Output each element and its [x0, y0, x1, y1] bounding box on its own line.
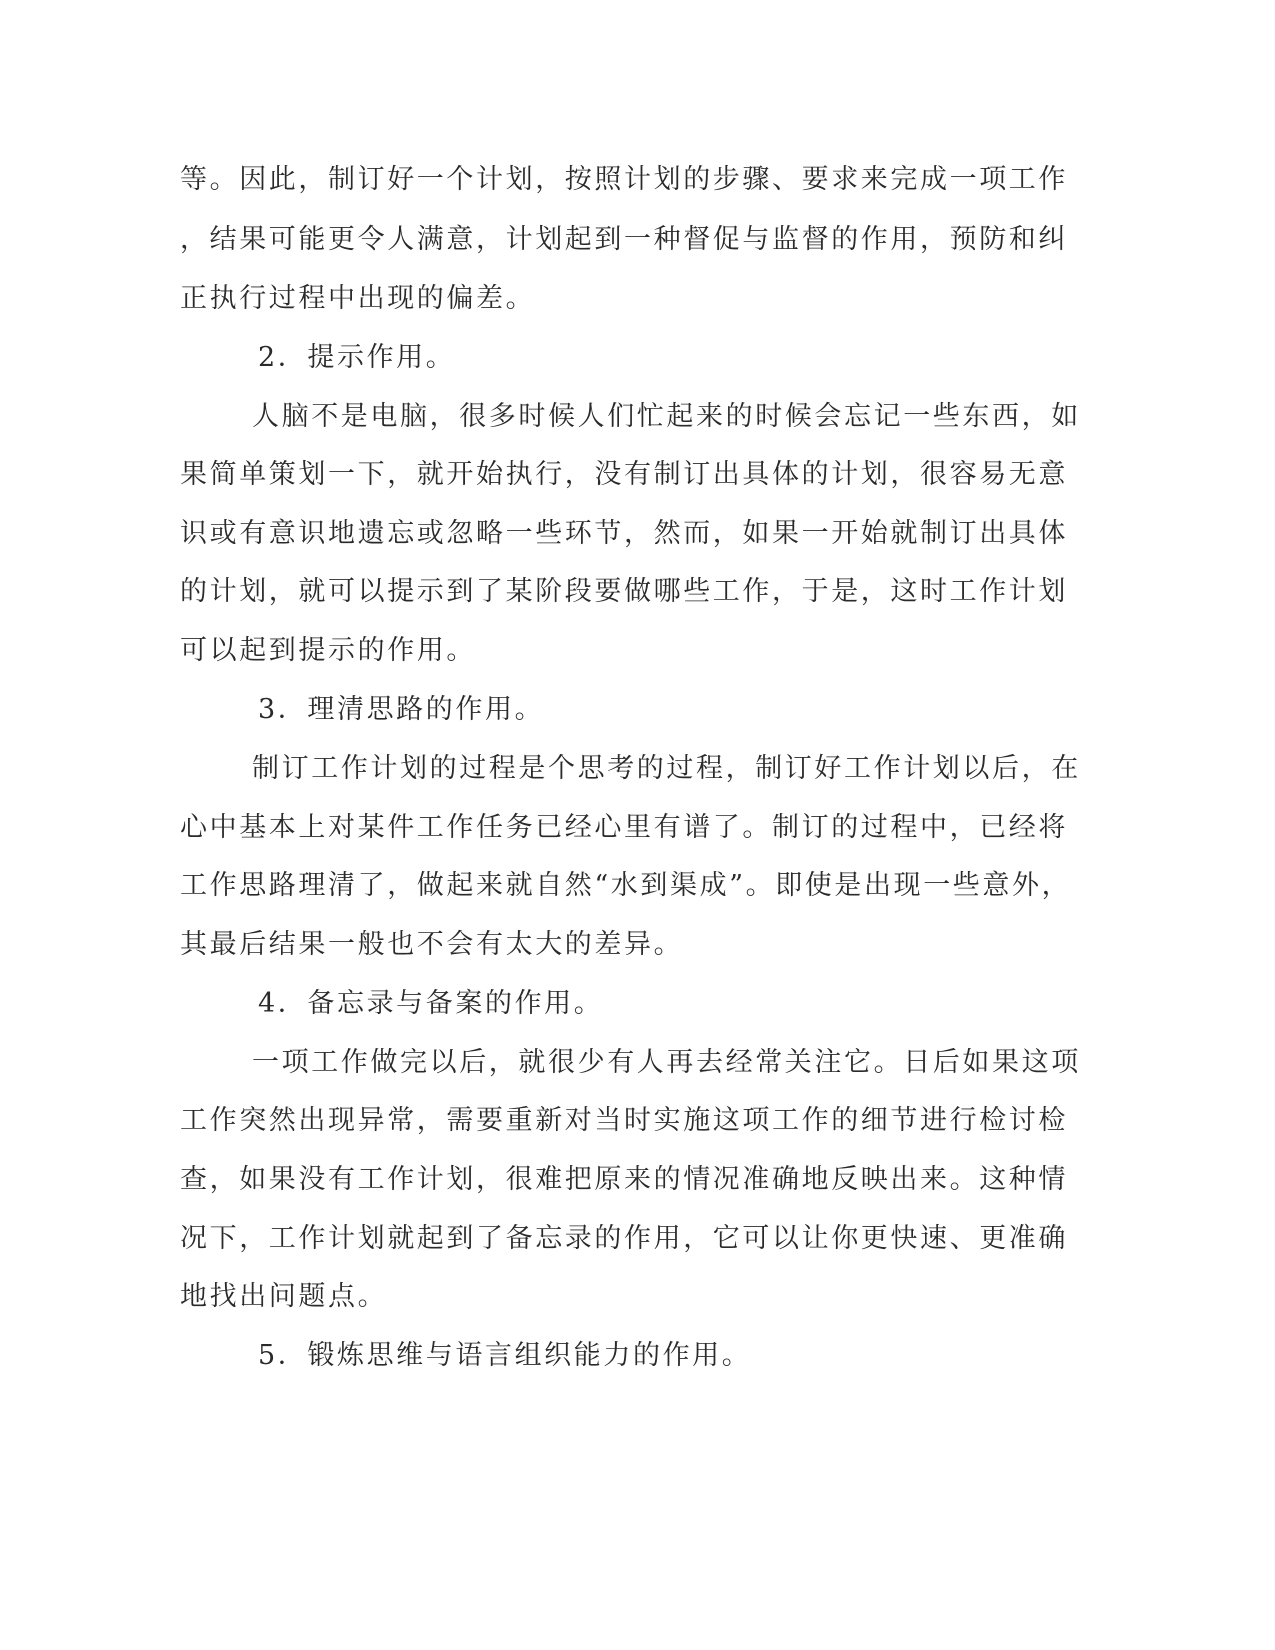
section-heading-2: 2．提示作用。: [258, 342, 456, 373]
text-line: ，结果可能更令人满意，计划起到一种督促与监督的作用，预防和纠: [180, 224, 1068, 255]
paragraph-line: 果简单策划一下，就开始执行，没有制订出具体的计划，很容易无意: [180, 459, 1068, 490]
paragraph-line: 的计划，就可以提示到了某阶段要做哪些工作，于是，这时工作计划: [180, 576, 1068, 607]
paragraph-line: 其最后结果一般也不会有太大的差异。: [180, 929, 684, 960]
paragraph-line: 地找出问题点。: [180, 1281, 388, 1312]
paragraph-line: 一项工作做完以后，就很少有人再去经常关注它。日后如果这项: [252, 1047, 1081, 1078]
paragraph-line: 况下，工作计划就起到了备忘录的作用，它可以让你更快速、更准确: [180, 1223, 1068, 1254]
section-heading-5: 5．锻炼思维与语言组织能力的作用。: [258, 1340, 752, 1371]
text-line: 正执行过程中出现的偏差。: [180, 283, 536, 314]
paragraph-line: 制订工作计划的过程是个思考的过程，制订好工作计划以后，在: [252, 753, 1081, 784]
paragraph-line: 工作突然出现异常，需要重新对当时实施这项工作的细节进行检讨检: [180, 1105, 1068, 1136]
section-heading-4: 4．备忘录与备案的作用。: [258, 988, 604, 1019]
paragraph-line: 查，如果没有工作计划，很难把原来的情况准确地反映出来。这种情: [180, 1164, 1068, 1195]
paragraph-line: 工作思路理清了，做起来就自然“水到渠成”。即使是出现一些意外，: [180, 870, 1072, 901]
paragraph-line: 心中基本上对某件工作任务已经心里有谱了。制订的过程中，已经将: [180, 812, 1068, 843]
text-line: 等。因此，制订好一个计划，按照计划的步骤、要求来完成一项工作: [180, 164, 1068, 195]
paragraph-line: 可以起到提示的作用。: [180, 635, 476, 666]
section-heading-3: 3．理清思路的作用。: [258, 694, 545, 725]
paragraph-line: 识或有意识地遗忘或忽略一些环节，然而，如果一开始就制订出具体: [180, 518, 1068, 549]
paragraph-line: 人脑不是电脑，很多时候人们忙起来的时候会忘记一些东西，如: [252, 401, 1081, 432]
